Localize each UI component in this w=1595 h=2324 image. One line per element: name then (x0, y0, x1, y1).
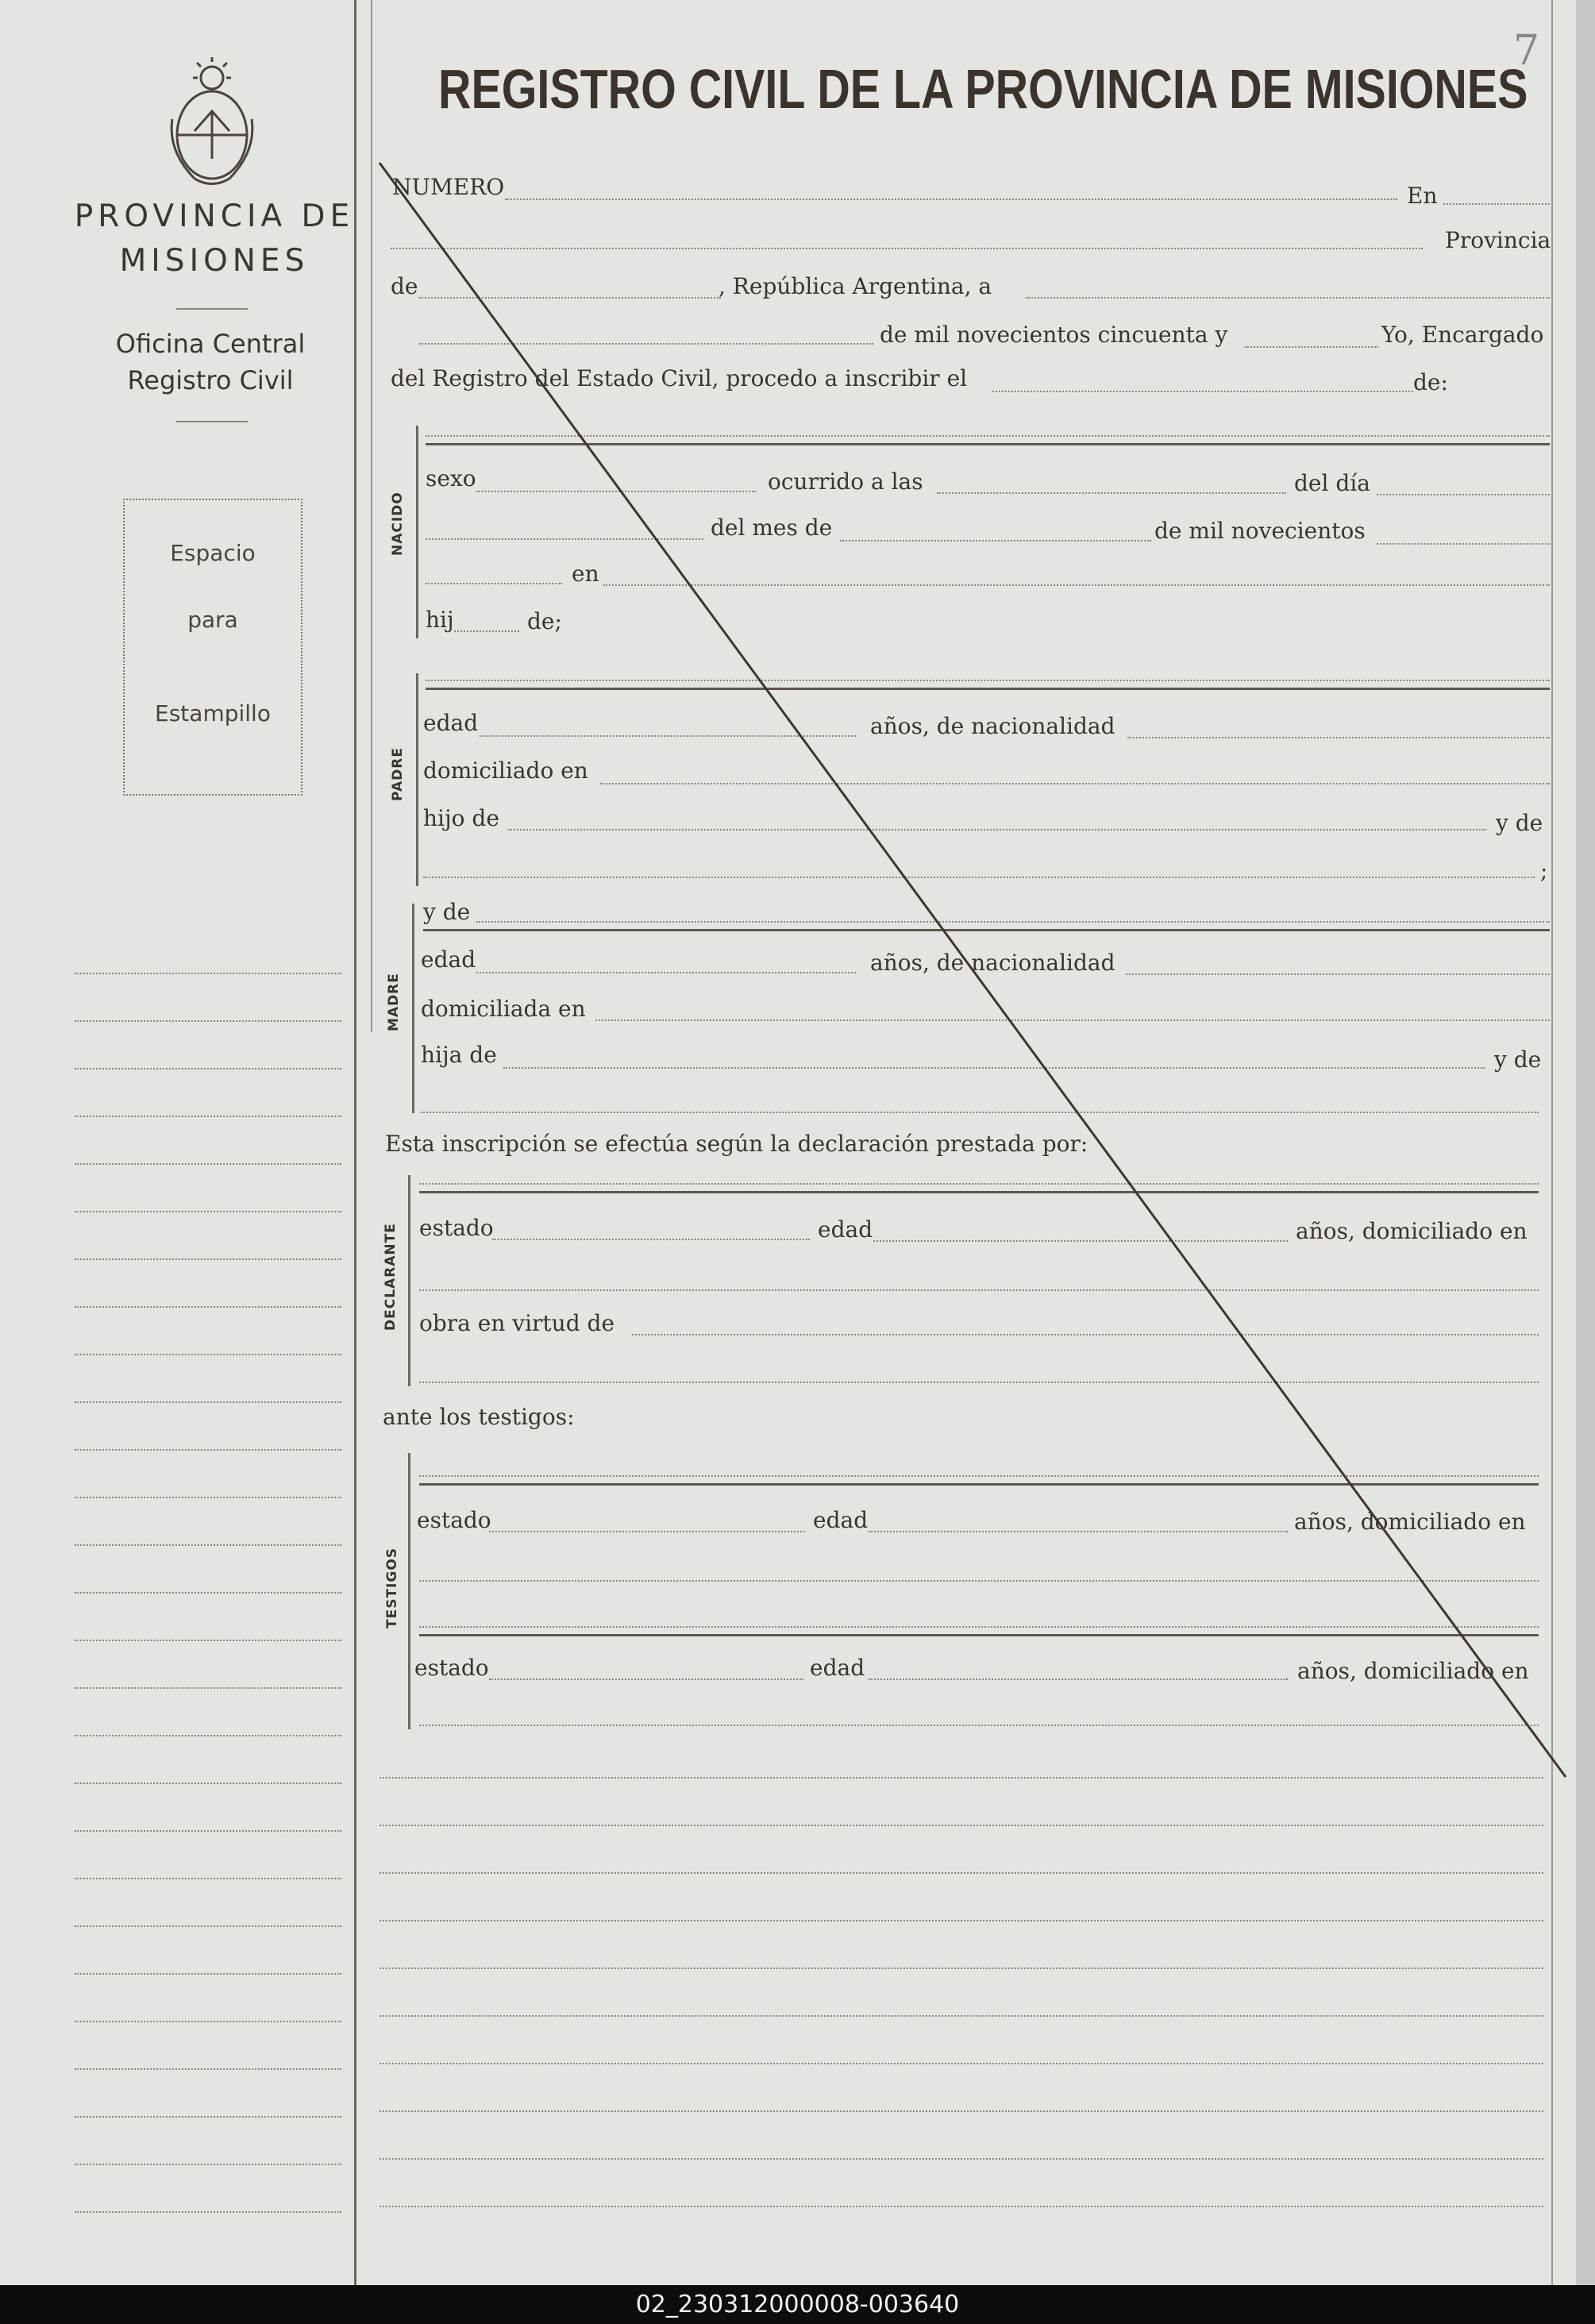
label-padre-semicolon: ; (1540, 858, 1548, 884)
label-testigo1-estado: estado (417, 1507, 491, 1533)
label-registro: del Registro del Estado Civil, procedo a inscribir el (391, 365, 968, 391)
office-line-1: Oficina Central (115, 329, 306, 359)
label-madre-y-de-2: y de (1494, 1046, 1542, 1073)
office-line-2: Registro Civil (127, 365, 294, 395)
label-declarante-estado: estado (419, 1215, 494, 1241)
label-hij: hij (426, 607, 454, 633)
label-de-colon: de: (1413, 369, 1448, 395)
label-madre-hija: hija de (421, 1042, 497, 1068)
label-sexo: sexo (426, 465, 476, 491)
label-padre-anos: años, de nacionalidad (870, 713, 1115, 739)
section-label-testigos: TESTIGOS (384, 1547, 400, 1628)
label-en: En (1407, 183, 1438, 209)
label-madre-edad: edad (421, 946, 476, 973)
label-del-mes: del mes de (711, 515, 833, 541)
declaracion-text: Esta inscripción se efectúa según la declaración prestada por: (385, 1131, 1088, 1157)
section-label-declarante: DECLARANTE (383, 1223, 399, 1331)
label-del-dia: del día (1294, 470, 1370, 496)
label-testigo2-anos: años, domiciliado en (1297, 1658, 1529, 1684)
label-madre-domiciliada: domiciliada en (421, 996, 586, 1022)
province-name: PROVINCIA DE MISIONES (74, 198, 355, 279)
label-madre-y-de: y de (423, 899, 471, 925)
section-label-madre: MADRE (386, 973, 402, 1031)
label-testigo1-edad: edad (813, 1507, 869, 1533)
stamp-label-1: Espacio (170, 540, 256, 566)
footer-image-id: 02_230312000008-003640 (0, 2285, 1595, 2324)
page-number: 7 (1513, 27, 1540, 75)
label-padre-y-de: y de (1496, 810, 1543, 836)
label-mil-novecientos-nacido: de mil novecientos (1154, 518, 1366, 544)
label-ocurrido: ocurrido a las (768, 468, 923, 495)
label-padre-edad: edad (423, 710, 479, 736)
label-de-semicolon: de; (527, 608, 562, 634)
label-padre-domiciliado: domiciliado en (423, 757, 588, 784)
section-label-nacido: NACIDO (390, 491, 406, 556)
testigos-intro: ante los testigos: (383, 1404, 575, 1430)
label-padre-hijo: hijo de (423, 805, 499, 831)
page-title: REGISTRO CIVIL DE LA PROVINCIA DE MISIONES (438, 58, 1528, 120)
label-testigo1-anos: años, domiciliado en (1294, 1509, 1526, 1535)
label-en-nacido: en (572, 561, 599, 587)
label-testigo2-estado: estado (414, 1655, 489, 1681)
label-provincia: Provincia (1445, 227, 1551, 253)
label-mil-novecientos: de mil novecientos cincuenta y (880, 322, 1228, 348)
label-testigo2-edad: edad (810, 1655, 865, 1681)
label-declarante-anos: años, domiciliado en (1296, 1218, 1528, 1244)
stamp-label-3: Estampillo (155, 700, 271, 726)
stamp-label-2: para (187, 607, 238, 633)
section-label-padre: PADRE (390, 747, 406, 801)
label-declarante-edad: edad (818, 1216, 873, 1243)
label-declarante-obra: obra en virtud de (419, 1310, 615, 1336)
label-numero: NUMERO (392, 174, 505, 200)
label-madre-anos: años, de nacionalidad (870, 950, 1115, 976)
label-de: de (391, 273, 418, 299)
label-republica: , República Argentina, a (719, 273, 992, 299)
label-yo-encargado: Yo, Encargado (1381, 322, 1544, 348)
